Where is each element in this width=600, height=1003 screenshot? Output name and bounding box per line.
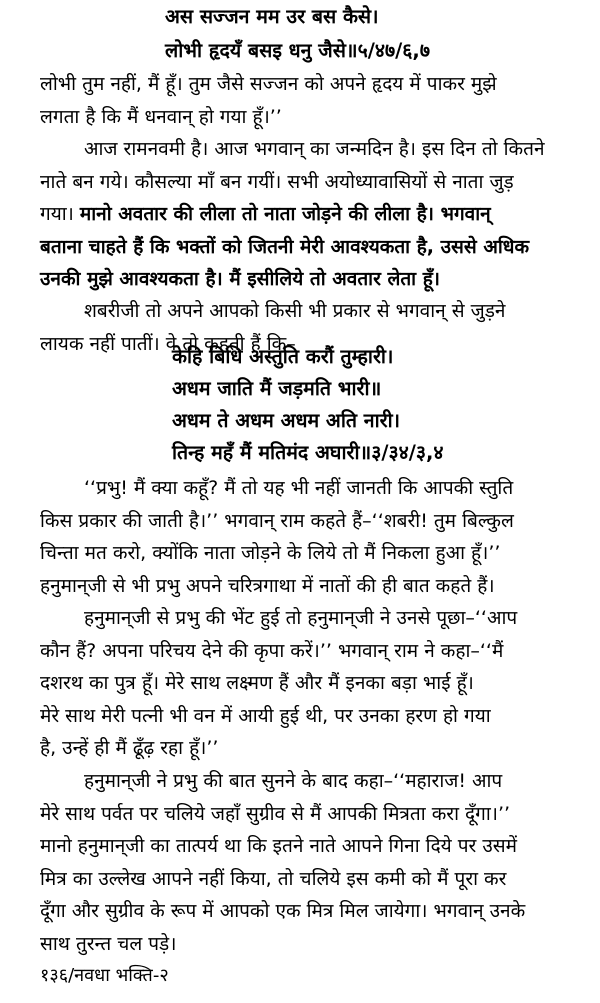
- text-line: दूँगा और सुग्रीव के रूप में आपको एक मित्र मिल जायेगा। भगवान् उनके: [40, 900, 526, 922]
- paragraph: [40, 765, 585, 960]
- text-line: नाते बन गये। कौसल्या माँ बन गयीं। सभी अयोध्यावासियों से नाता जुड़: [40, 170, 514, 193]
- text-line: [40, 198, 585, 231]
- bold-text-line: उनकी मुझे आवश्यकता है। मैं इसीलिये तो अवतार लेता हूँ।: [40, 268, 440, 290]
- text-line: मानो हनुमान्‌जी का तात्पर्य था कि इतने नाते आपने गिना दिये पर उसमें: [40, 835, 517, 857]
- text-line: मेरे साथ पर्वत पर चलिये जहाँ सुग्रीव से मैं आपकी मित्रता करा दूँगा।’’: [40, 802, 511, 825]
- text-line: लायक नहीं पातीं। वे तो कहती हैं कि–: [40, 332, 296, 355]
- text-line: है, उन्हें ही मैं ढूँढ़ रहा हूँ।’’: [40, 737, 219, 759]
- text-line: हनुमान्‌जी से प्रभु की भेंट हुई तो हनुमान्‌जी ने उनसे पूछा–‘‘आप: [84, 607, 518, 629]
- text-line: चिन्ता मत करो, क्योंकि नाता जोड़ने के लिये तो मैं निकला हुआ हूँ।’’: [40, 542, 501, 564]
- verse-line: अधम ते अधम अधम अति नारी।: [172, 409, 401, 432]
- text-line: लोभी तुम नहीं, मैं हूँ। तुम जैसे सज्जन को अपने हृदय में पाकर मुझे: [40, 73, 497, 95]
- paragraph: [40, 602, 585, 765]
- text-line: साथ तुरन्त चल पड़े।: [40, 932, 177, 955]
- text-line: हनुमान्‌जी ने प्रभु की बात सुनने के बाद कहा–‘‘महाराज! आप: [84, 770, 503, 792]
- verse-line: केहि बिधि अस्तुति करौं तुम्हारी।: [172, 345, 394, 368]
- bold-text-span: मानो अवतार की लीला तो नाता जोड़ने की लीला है। भगवान्: [79, 203, 491, 225]
- page-footer: १३६/नवधा भक्ति-२: [40, 965, 169, 986]
- text-line: लगता है कि मैं धनवान् हो गया हूँ।’’: [40, 105, 282, 128]
- paragraph: [40, 133, 585, 296]
- verse-line: अधम जाति मैं जड़मति भारी॥: [172, 377, 382, 400]
- text-line: मेरे साथ मेरी पत्नी भी वन में आयी हुई थी, पर उनका हरण हो गया: [40, 704, 491, 727]
- text-line: किस प्रकार की जाती है।’’ भगवान् राम कहते हैं–‘‘शबरी! तुम बिल्कुल: [40, 509, 514, 532]
- verse-line: अस सज्जन मम उर बस कैसे।: [165, 5, 379, 28]
- text-line: शबरीजी तो अपने आपको किसी भी प्रकार से भगवान् से जुड़ने: [84, 300, 506, 322]
- bold-text-line: बताना चाहते हैं कि भक्तों को जितनी मेरी आवश्यकता है, उससे अधिक: [40, 235, 530, 258]
- text-span: गया।: [40, 203, 80, 225]
- text-line: हनुमान्‌जी से भी प्रभु अपने चरित्रगाथा में नातों की ही बात कहते हैं।: [40, 574, 495, 597]
- verse-line: तिन्ह महँ मैं मतिमंद अघारी॥३/३४/३,४: [172, 441, 444, 464]
- text-line: मित्र का उल्लेख आपने नहीं किया, तो चलिये इस कमी को मैं पूरा कर: [40, 867, 507, 890]
- text-line: कौन हैं? अपना परिचय देने की कृपा करें।’’ भगवान् राम ने कहा–‘‘मैं: [40, 639, 504, 662]
- text-line: आज रामनवमी है। आज भगवान् का जन्मदिन है। इस दिन तो कितने: [84, 138, 545, 160]
- verse-line: लोभी हृदयँ बसइ धनु जैसे॥५/४७/६,७: [165, 39, 430, 62]
- paragraph: [40, 472, 585, 602]
- text-line: ‘‘प्रभु! मैं क्या कहूँ? मैं तो यह भी नहीं जानती कि आपकी स्तुति: [84, 477, 514, 499]
- paragraph: [40, 68, 585, 133]
- text-line: दशरथ का पुत्र हूँ। मेरे साथ लक्ष्मण हैं और मैं इनका बड़ा भाई हूँ।: [40, 672, 474, 694]
